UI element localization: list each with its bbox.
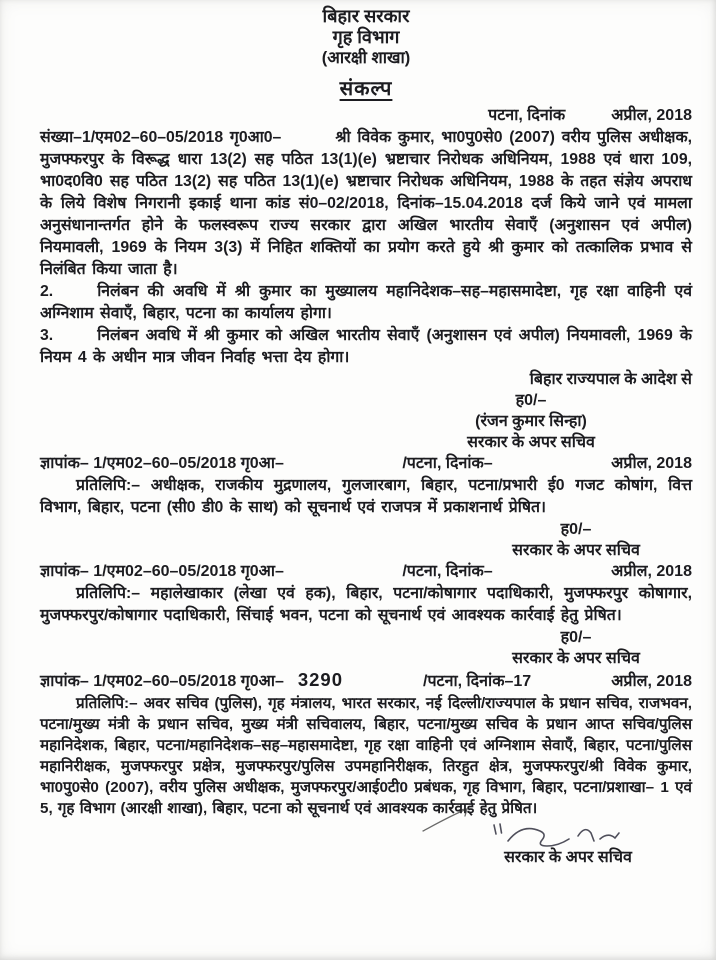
signatory-post: सरकार के अपर सचिव (512, 650, 640, 667)
document-title-text: संकल्प (339, 78, 393, 100)
memo-2-ref: ज्ञापांक– 1/एम02–60–05/2018 गृ0आ– (40, 563, 284, 580)
memo-3-date: अप्रील, 2018 (611, 673, 692, 690)
government-name: बिहार सरकार (322, 6, 410, 26)
memo-3-ref: ज्ञापांक– 1/एम02–60–05/2018 गृ0आ– (40, 673, 284, 690)
memo-line-1 (40, 453, 692, 475)
para-3 (40, 325, 692, 369)
reference-number: संख्या–1/एम02–60–05/2018 गृ0आ0– (40, 129, 282, 146)
memo-3-place-date: /पटना, दिनांक–17 (423, 673, 532, 690)
copy-para-3: प्रतिलिपि:– अवर सचिव (पुलिस), गृह मंत्रालय, भारत सरकार, नई दिल्ली/राज्यपाल के प्रधान सचिव, राजभवन, पटना/मुख्य मंत्री के प्रधान सचिव, मुख्य मंत्री सचिवालय, बिहार, पटना/मुख्य सचिव के प्रधान आप्त सचिव/पुलिस महानिदेशक, बिहार, पटना/महानिदेशक–सह–महासमादेष्टा, गृह रक्षा वाहिनी एवं अग्निशाम सेवाएँ, बिहार, पटना/पुलिस महानिरीक्षक, मुजफ्फरपुर प्रक्षेत्र, मुजफ्फरपुर/पुलिस उपमहानिरीक्षक, तिरहुत क्षेत्र, मुजफ्फरपुर/श्री विवेक कुमार, भा0पु0से0 (2007), वरीय पुलिस अधीक्षक, मुजफ्फरपुर/आई0टी0 प्रबंधक, गृह विभाग, बिहार, पटना/प्रशाखा– 1 एवं 5, गृह विभाग (आरक्षी शाखा), बिहार, पटना को सूचनार्थ एवं आवश्यक कार्रवाई हेतु प्रेषित। (40, 695, 692, 817)
memo-1-date: अप्रील, 2018 (611, 455, 692, 472)
signatory-post: सरकार के अपर सचिव (504, 849, 632, 866)
para-2-number: 2. (40, 283, 54, 300)
document-title (40, 77, 692, 101)
memo-2-place-date: /पटना, दिनांक– (402, 563, 493, 580)
memo-line-3 (40, 669, 692, 693)
signature-block-1 (416, 390, 646, 453)
memo-line-2 (40, 561, 692, 583)
memo-1-ref: ज्ञापांक– 1/एम02–60–05/2018 गृ0आ– (40, 455, 284, 472)
dateline-date: अप्रील, 2018 (611, 107, 692, 124)
signatory-post: सरकार के अपर सचिव (467, 434, 595, 451)
para-2 (40, 281, 692, 325)
memo-2-date: अप्रील, 2018 (611, 563, 692, 580)
dateline-place-label: पटना, दिनांक (488, 107, 566, 124)
para-3-number: 3. (40, 327, 54, 344)
signature-ho-mark: ह0/– (560, 629, 592, 646)
para-2-text: निलंबन की अवधि में श्री कुमार का मुख्यालय महानिदेशक–सह–महासमादेष्टा, गृह रक्षा वाहिनी एवं अग्निशाम सेवाएँ, बिहार, पटना का कार्यालय होगा। (40, 283, 692, 322)
memo-1-place-date: /पटना, दिनांक– (402, 455, 493, 472)
signature-block-2 (476, 519, 676, 561)
signatory-post: सरकार के अपर सचिव (512, 542, 640, 559)
signature-ho-mark: ह0/– (515, 392, 547, 409)
memo-3-number: 3290 (297, 669, 344, 690)
by-order-line: बिहार राज्यपाल के आदेश से (529, 371, 692, 388)
dateline (40, 105, 692, 127)
signature-block-3 (476, 627, 676, 669)
signature-ho-mark: ह0/– (560, 521, 592, 538)
dateline-blank-space (565, 105, 611, 127)
para-3-text: निलंबन अवधि में श्री कुमार को अखिल भारतीय सेवाएँ (अनुशासन एवं अपील) नियमावली, 1969 के नियम 4 के अधीन मात्र जीवन निर्वाह भत्ता देय होगा। (40, 327, 692, 366)
department-name: गृह विभाग (332, 27, 400, 47)
copy-para-2: प्रतिलिपि:– महालेखाकार (लेखा एवं हक), बिहार, पटना/कोषागार पदाधिकारी, मुजफ्फरपुर कोषागार, मुजफ्फरपुर/कोषागार पदाधिकारी, सिंचाई भवन, पटना को सूचनार्थ एवं आवश्यक कार्रवाई हेतु प्रेषित। (40, 585, 692, 624)
signature-block-4 (40, 819, 692, 869)
signatory-name: (रंजन कुमार सिन्हा) (475, 413, 587, 430)
branch-name: (आरक्षी शाखा) (321, 49, 411, 67)
para-resolution (40, 127, 692, 281)
para-1-text: श्री विवेक कुमार, भा0पु0से0 (2007) वरीय पुलिस अधीक्षक, मुजफ्फरपुर के विरूद्ध धारा 13(2) सह पठित 13(1)(e) भ्रष्टाचार निरोधक अधिनियम, 1988 एवं धारा 109, भा0द0वि0 सह पठित 13(2) सह पठित 13(1)(e) भ्रष्टाचार निरोधक अधिनियम, 1988 के तहत संज्ञेय अपराध के लिये विशेष निगरानी इकाई थाना कांड सं0–02/2018, दिनांक–15.04.2018 दर्ज किये जाने एवं मामला अनुसंधानान्तर्गत होने के फलस्वरूप राज्य सरकार द्वारा अखिल भारतीय सेवाएँ (अनुशासन एवं अपील) नियमावली, 1969 के नियम 3(3) में निहित शक्तियों का प्रयोग करते हुये श्री कुमार को तत्कालिक प्रभाव से निलंबित किया जाता है। (40, 129, 692, 278)
copy-para-1: प्रतिलिपि:– अधीक्षक, राजकीय मुद्रणालय, गुलजारबाग, बिहार, पटना/प्रभारी ई0 गजट कोषांग, वित्त विभाग, बिहार, पटना (सी0 डी0 के साथ) को सूचनार्थ एवं राजपत्र में प्रकाशनार्थ प्रेषित। (40, 477, 692, 516)
letterhead (40, 6, 692, 69)
